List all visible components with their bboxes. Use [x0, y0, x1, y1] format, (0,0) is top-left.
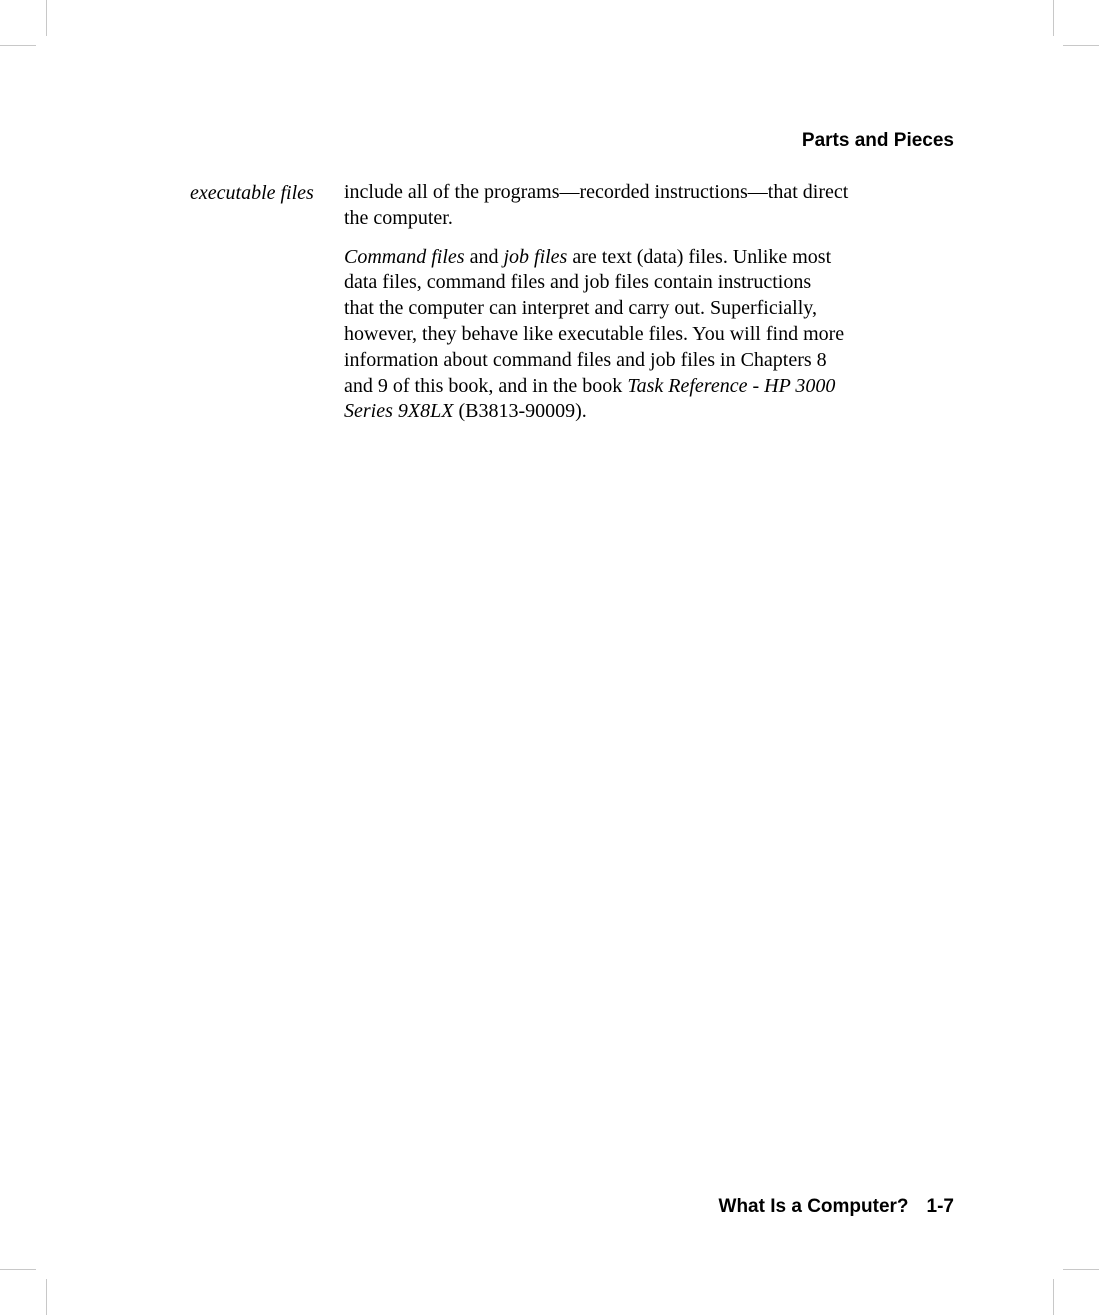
page-number: 1-7 — [926, 1196, 954, 1217]
text-run: are text (data) files. Unlike most — [567, 245, 832, 268]
crop-mark-bottom-left-vertical — [46, 1279, 47, 1315]
crop-mark-top-right-horizontal — [1063, 45, 1099, 46]
crop-mark-top-right-vertical — [1053, 0, 1054, 36]
definition-body — [344, 180, 954, 438]
definition-term: executable files — [190, 182, 314, 204]
crop-mark-top-left-vertical — [46, 0, 47, 36]
definition-paragraph-1 — [344, 180, 954, 232]
text-line: data files, command files and job files contain instructions — [344, 271, 812, 294]
text-line — [344, 399, 954, 425]
text-run: and — [464, 245, 504, 268]
definition-paragraph-2 — [344, 245, 954, 426]
crop-mark-bottom-right-horizontal — [1063, 1269, 1099, 1270]
term-job-files: job files — [503, 245, 568, 268]
text-line: information about command files and job files in Chapters 8 — [344, 348, 827, 371]
text-line — [344, 245, 954, 271]
running-head: Parts and Pieces — [801, 130, 954, 151]
crop-mark-bottom-left-horizontal — [0, 1269, 36, 1270]
book-title: Series 9X8LX — [344, 400, 454, 423]
text-run: (B3813-90009). — [453, 400, 587, 423]
text-line: however, they behave like executable files. You will find more — [344, 322, 845, 345]
text-line — [344, 374, 954, 400]
text-line: that the computer can interpret and carry out. Superficially, — [344, 297, 817, 320]
crop-mark-bottom-right-vertical — [1053, 1279, 1054, 1315]
term-command-files: Command files — [344, 245, 465, 268]
text-line: include all of the programs—recorded instructions—that direct — [344, 181, 849, 203]
crop-mark-top-left-horizontal — [0, 45, 36, 46]
page-footer — [719, 1196, 954, 1218]
text-run: and 9 of this book, and in the book — [344, 374, 628, 397]
text-line: the computer. — [344, 206, 453, 229]
book-title: Task Reference - HP 3000 — [627, 374, 836, 397]
footer-chapter-title: What Is a Computer? — [718, 1196, 909, 1217]
